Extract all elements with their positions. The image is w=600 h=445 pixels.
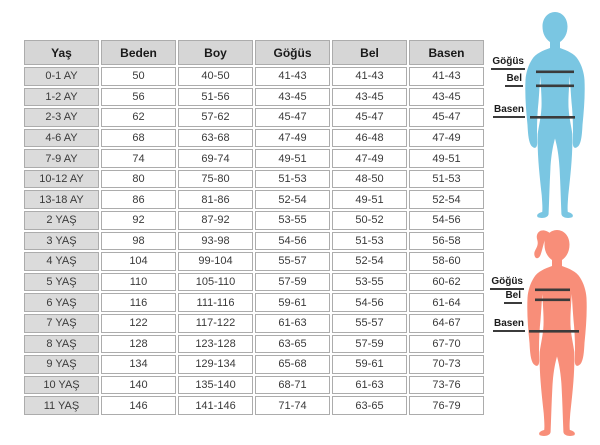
table-row bbox=[24, 273, 484, 292]
table-row bbox=[24, 355, 484, 374]
row-header-age: 10 YAŞ bbox=[24, 376, 99, 395]
measurement-cell: 48-50 bbox=[332, 170, 407, 189]
column-header: Yaş bbox=[24, 40, 99, 65]
measurement-cell: 61-63 bbox=[255, 314, 330, 333]
size-table-body bbox=[24, 67, 484, 415]
table-row bbox=[24, 376, 484, 395]
measurement-cell: 43-45 bbox=[332, 88, 407, 107]
measurement-cell: 81-86 bbox=[178, 190, 253, 209]
measurement-cell: 51-53 bbox=[409, 170, 484, 189]
column-header: Beden bbox=[101, 40, 176, 65]
size-table-head bbox=[24, 40, 484, 65]
row-header-age: 0-1 AY bbox=[24, 67, 99, 86]
measurement-cell: 65-68 bbox=[255, 355, 330, 374]
measurement-cell: 51-53 bbox=[255, 170, 330, 189]
measurement-cell: 61-64 bbox=[409, 293, 484, 312]
female-hip-measure-line bbox=[529, 330, 579, 333]
measurement-cell: 55-57 bbox=[332, 314, 407, 333]
measurement-cell: 146 bbox=[101, 396, 176, 415]
table-row bbox=[24, 252, 484, 271]
male-chest-label: Göğüs bbox=[491, 57, 525, 70]
measurement-cell: 98 bbox=[101, 232, 176, 251]
table-row bbox=[24, 314, 484, 333]
size-table-head-row bbox=[24, 40, 484, 65]
table-row bbox=[24, 149, 484, 168]
male-waist-label: Bel bbox=[505, 74, 523, 87]
row-header-age: 1-2 AY bbox=[24, 88, 99, 107]
measurement-cell: 51-56 bbox=[178, 88, 253, 107]
measurement-cell: 129-134 bbox=[178, 355, 253, 374]
table-row bbox=[24, 88, 484, 107]
measurement-cell: 51-53 bbox=[332, 232, 407, 251]
column-header: Göğüs bbox=[255, 40, 330, 65]
female-chest-measure-line bbox=[535, 289, 570, 292]
table-row bbox=[24, 211, 484, 230]
measurement-cell: 67-70 bbox=[409, 335, 484, 354]
table-row bbox=[24, 190, 484, 209]
measurement-cell: 93-98 bbox=[178, 232, 253, 251]
measurement-cell: 86 bbox=[101, 190, 176, 209]
measurement-cell: 50-52 bbox=[332, 211, 407, 230]
measurement-cell: 69-74 bbox=[178, 149, 253, 168]
row-header-age: 4 YAŞ bbox=[24, 252, 99, 271]
measurement-cell: 76-79 bbox=[409, 396, 484, 415]
measurement-cell: 49-51 bbox=[332, 190, 407, 209]
measurement-cell: 141-146 bbox=[178, 396, 253, 415]
measurement-cell: 63-65 bbox=[332, 396, 407, 415]
row-header-age: 7-9 AY bbox=[24, 149, 99, 168]
measurement-cell: 105-110 bbox=[178, 273, 253, 292]
measurement-cell: 116 bbox=[101, 293, 176, 312]
measurement-cell: 57-59 bbox=[332, 335, 407, 354]
table-row bbox=[24, 67, 484, 86]
measurement-cell: 122 bbox=[101, 314, 176, 333]
measurement-cell: 56-58 bbox=[409, 232, 484, 251]
measurement-cell: 68-71 bbox=[255, 376, 330, 395]
measurement-cell: 49-51 bbox=[409, 149, 484, 168]
female-waist-label: Bel bbox=[504, 291, 522, 304]
measurement-cell: 47-49 bbox=[255, 129, 330, 148]
table-row bbox=[24, 129, 484, 148]
measurement-cell: 54-56 bbox=[332, 293, 407, 312]
column-header: Boy bbox=[178, 40, 253, 65]
male-waist-measure-line bbox=[536, 85, 574, 88]
row-header-age: 3 YAŞ bbox=[24, 232, 99, 251]
measurement-cell: 99-104 bbox=[178, 252, 253, 271]
measurement-cell: 134 bbox=[101, 355, 176, 374]
measurement-cell: 135-140 bbox=[178, 376, 253, 395]
measurement-cell: 110 bbox=[101, 273, 176, 292]
measurement-cell: 73-76 bbox=[409, 376, 484, 395]
measurement-cell: 52-54 bbox=[332, 252, 407, 271]
table-row bbox=[24, 335, 484, 354]
measurement-cell: 57-59 bbox=[255, 273, 330, 292]
row-header-age: 10-12 AY bbox=[24, 170, 99, 189]
measurement-cell: 59-61 bbox=[255, 293, 330, 312]
measurement-cell: 63-65 bbox=[255, 335, 330, 354]
size-table bbox=[22, 38, 486, 417]
measurement-cell: 58-60 bbox=[409, 252, 484, 271]
table-row bbox=[24, 108, 484, 127]
row-header-age: 2 YAŞ bbox=[24, 211, 99, 230]
measurement-cell: 40-50 bbox=[178, 67, 253, 86]
measurement-cell: 128 bbox=[101, 335, 176, 354]
female-hip-label: Basen bbox=[493, 319, 525, 332]
row-header-age: 9 YAŞ bbox=[24, 355, 99, 374]
row-header-age: 7 YAŞ bbox=[24, 314, 99, 333]
measurement-cell: 49-51 bbox=[255, 149, 330, 168]
row-header-age: 8 YAŞ bbox=[24, 335, 99, 354]
table-row bbox=[24, 232, 484, 251]
measurement-cell: 62 bbox=[101, 108, 176, 127]
measurement-cell: 80 bbox=[101, 170, 176, 189]
measurement-cell: 61-63 bbox=[332, 376, 407, 395]
female-chest-label: Göğüs bbox=[490, 277, 524, 290]
measurement-cell: 55-57 bbox=[255, 252, 330, 271]
measurement-cell: 70-73 bbox=[409, 355, 484, 374]
female-child-body-shape bbox=[527, 230, 586, 436]
column-header: Bel bbox=[332, 40, 407, 65]
measurement-cell: 46-48 bbox=[332, 129, 407, 148]
measurement-cell: 68 bbox=[101, 129, 176, 148]
measurement-cell: 57-62 bbox=[178, 108, 253, 127]
measurement-cell: 41-43 bbox=[332, 67, 407, 86]
measurement-cell: 56 bbox=[101, 88, 176, 107]
measurement-cell: 41-43 bbox=[409, 67, 484, 86]
measurement-cell: 43-45 bbox=[409, 88, 484, 107]
measurement-cell: 111-116 bbox=[178, 293, 253, 312]
row-header-age: 6 YAŞ bbox=[24, 293, 99, 312]
measurement-cell: 45-47 bbox=[255, 108, 330, 127]
male-hip-measure-line bbox=[530, 116, 575, 119]
measurement-cell: 60-62 bbox=[409, 273, 484, 292]
measurement-cell: 47-49 bbox=[332, 149, 407, 168]
measurement-cell: 52-54 bbox=[409, 190, 484, 209]
measurement-cell: 74 bbox=[101, 149, 176, 168]
row-header-age: 13-18 AY bbox=[24, 190, 99, 209]
measurement-cell: 45-47 bbox=[409, 108, 484, 127]
row-header-age: 2-3 AY bbox=[24, 108, 99, 127]
row-header-age: 4-6 AY bbox=[24, 129, 99, 148]
measurement-cell: 123-128 bbox=[178, 335, 253, 354]
table-row bbox=[24, 396, 484, 415]
measurement-cell: 75-80 bbox=[178, 170, 253, 189]
measurement-cell: 117-122 bbox=[178, 314, 253, 333]
measurement-cell: 45-47 bbox=[332, 108, 407, 127]
measurement-cell: 54-56 bbox=[255, 232, 330, 251]
column-header: Basen bbox=[409, 40, 484, 65]
measurement-cell: 104 bbox=[101, 252, 176, 271]
measurement-cell: 53-55 bbox=[332, 273, 407, 292]
measurement-cell: 43-45 bbox=[255, 88, 330, 107]
row-header-age: 11 YAŞ bbox=[24, 396, 99, 415]
male-child-body-shape bbox=[525, 12, 584, 218]
measurement-cell: 52-54 bbox=[255, 190, 330, 209]
male-hip-label: Basen bbox=[493, 105, 525, 118]
male-chest-measure-line bbox=[536, 71, 574, 74]
female-waist-measure-line bbox=[535, 299, 570, 302]
measurement-cell: 140 bbox=[101, 376, 176, 395]
measurement-cell: 87-92 bbox=[178, 211, 253, 230]
measurement-cell: 63-68 bbox=[178, 129, 253, 148]
measurement-cell: 59-61 bbox=[332, 355, 407, 374]
table-row bbox=[24, 170, 484, 189]
table-row bbox=[24, 293, 484, 312]
female-child-silhouette bbox=[500, 228, 595, 441]
row-header-age: 5 YAŞ bbox=[24, 273, 99, 292]
measurement-cell: 41-43 bbox=[255, 67, 330, 86]
measurement-cell: 92 bbox=[101, 211, 176, 230]
measurement-cell: 71-74 bbox=[255, 396, 330, 415]
measurement-cell: 64-67 bbox=[409, 314, 484, 333]
measurement-cell: 54-56 bbox=[409, 211, 484, 230]
measurement-cell: 50 bbox=[101, 67, 176, 86]
measurement-cell: 47-49 bbox=[409, 129, 484, 148]
measurement-cell: 53-55 bbox=[255, 211, 330, 230]
